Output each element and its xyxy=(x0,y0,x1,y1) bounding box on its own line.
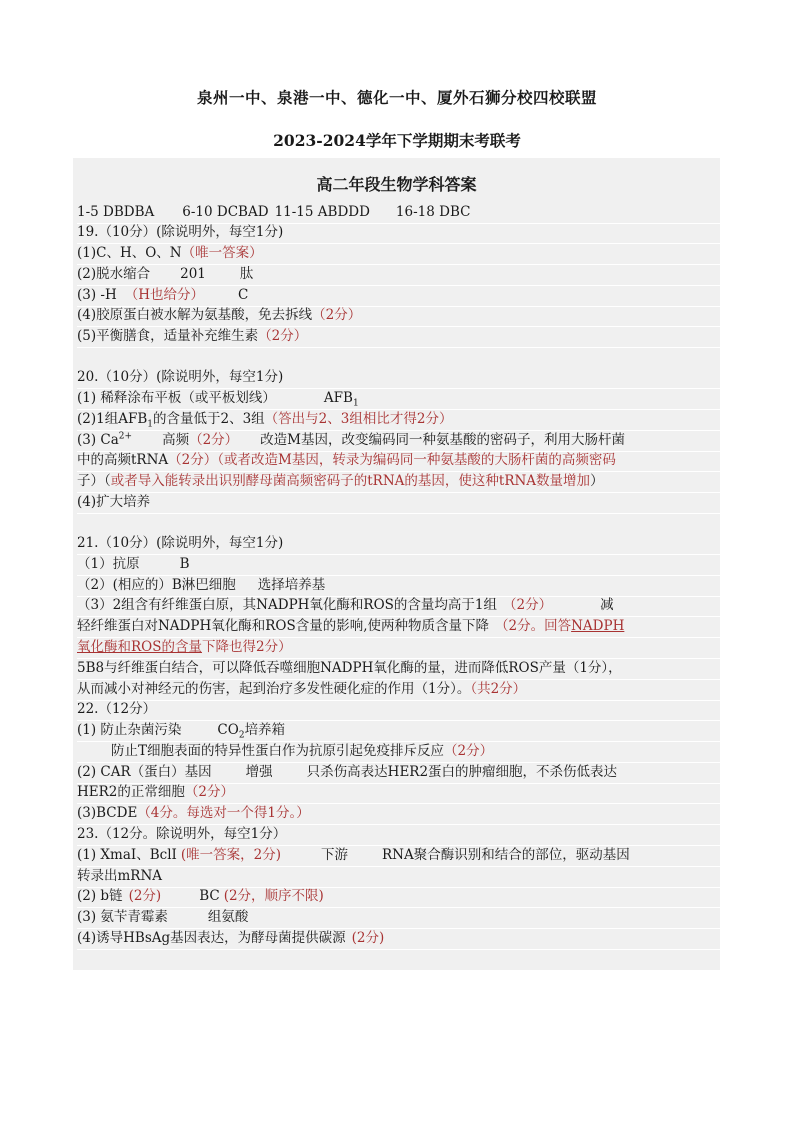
q23-1-enzymes: (1) XmaI、BclI xyxy=(77,847,177,863)
q23-3-note: (2分，顺序不限) xyxy=(223,888,324,904)
q21-1-b: B xyxy=(179,556,190,572)
q21-answer-2 xyxy=(77,575,720,597)
q21-4-score: （2分。回答 xyxy=(495,618,572,634)
q22-1-co2-sub: 2 xyxy=(238,730,245,741)
q21-answer-4-cont xyxy=(77,679,720,701)
q21-1-text: （1）抗原 xyxy=(77,556,140,572)
q20-answer-3-cont xyxy=(77,450,720,472)
q23-4-antibiotic: (3) 氨苄青霉素 xyxy=(77,909,168,925)
q22-answer-3 xyxy=(77,803,720,825)
q20-1-afb-sub: 1 xyxy=(352,398,359,409)
q21-answer-3-cont xyxy=(77,616,720,638)
q23-1-downstream: 下游 xyxy=(320,847,348,863)
q20-3-ca: (3) Ca xyxy=(77,432,119,448)
q20-answer-2 xyxy=(77,409,720,431)
q22-4-text: HER2的正常细胞 xyxy=(77,784,185,800)
mc-6-10: 6-10 DCBAD xyxy=(182,204,269,220)
q19-3-text: (3) -H xyxy=(77,287,117,303)
q19-5-score: （2分） xyxy=(258,328,308,344)
q23-3-chain: (2) b链 xyxy=(77,888,123,904)
q20-3-text: 改造M基因，改变编码同一种氨基酸的密码子，利用大肠杆菌 xyxy=(260,432,625,448)
q23-answer-3 xyxy=(77,907,720,929)
q22-2-text: 防止T细胞表面的特异性蛋白作为抗原引起免疫排斥反应 xyxy=(111,743,445,759)
q23-4-histidine: 组氨酸 xyxy=(207,909,249,925)
answer-key-title: 高二年段生物学科答案 xyxy=(316,175,477,194)
q19-answer-2 xyxy=(77,264,720,286)
q21-5-score: 下降也得2分） xyxy=(201,639,292,655)
q22-answer-2-cont xyxy=(77,782,720,804)
q19-2-text: (2)脱水缩合 xyxy=(77,266,151,282)
q23-3-bc: BC xyxy=(199,888,220,904)
q21-answer-3-cont2 xyxy=(77,637,720,659)
q21-4-alt: NADPH xyxy=(571,618,625,634)
q20-2-note: （答出与2、3组相比才得2分） xyxy=(264,411,453,427)
q20-answer-1 xyxy=(77,388,720,410)
q20-3-ca-sup: 2+ xyxy=(118,431,133,442)
q19-answer-1 xyxy=(77,243,720,265)
school-alliance-title: 泉州一中、泉港一中、德化一中、厦外石狮分校四校联盟 xyxy=(196,88,597,107)
q21-answer-4: 5B8与纤维蛋白结合，可以降低吞噬细胞NADPH氧化酶的量，进而降低ROS产量（1分）， xyxy=(77,658,720,680)
q19-answer-5 xyxy=(77,326,720,348)
q23-5-text: (4)诱导HBsAg基因表达，为酵母菌提供碳源 xyxy=(77,930,346,946)
q22-5-text: (3)BCDE xyxy=(77,805,138,821)
q21-3-text: （3）2组含有纤维蛋白原，其NADPH氧化酶和ROS的含量均高于1组 xyxy=(77,597,497,613)
q21-answer-1 xyxy=(77,554,720,576)
q23-5-score: (2分) xyxy=(351,930,385,946)
q22-answer-2 xyxy=(77,762,720,784)
q21-header: 21.（10分）(除说明外，每空1分) xyxy=(77,533,720,555)
q23-1-note: (唯一答案，2分) xyxy=(180,847,281,863)
q22-3-enhance: 增强 xyxy=(245,764,273,780)
mc-11-15: 11-15 ABDDD xyxy=(274,204,370,220)
q21-2-medium: 选择培养基 xyxy=(257,577,326,593)
q22-2-score: （2分） xyxy=(444,743,494,759)
q20-5-close: ） xyxy=(590,473,604,489)
q23-answer-2 xyxy=(77,886,720,908)
mc-answers xyxy=(77,202,720,224)
q19-3-note: （H也给分） xyxy=(124,287,205,303)
q19-answer-4 xyxy=(77,305,720,327)
q22-3-kill: 只杀伤高表达HER2蛋白的肿瘤细胞，不杀伤低表达 xyxy=(306,764,618,780)
q22-4-score: （2分） xyxy=(184,784,234,800)
q23-3-score: (2分) xyxy=(128,888,162,904)
q23-answer-1-cont: 转录出mRNA xyxy=(77,866,720,888)
empty-row xyxy=(77,949,720,971)
q20-header: 20.（10分）(除说明外，每空1分) xyxy=(77,367,720,389)
q20-answer-3-cont2 xyxy=(77,471,720,493)
q19-answer-3 xyxy=(77,285,720,307)
q21-7-score: （共2分） xyxy=(470,681,527,697)
q21-5-alt: 氧化酶和ROS的含量 xyxy=(77,639,202,655)
q19-4-text: (4)胶原蛋白被水解为氨基酸，免去拆线 xyxy=(77,307,313,323)
q23-1-text: RNA聚合酶识别和结合的部位，驱动基因 xyxy=(381,847,630,863)
q23-answer-4 xyxy=(77,928,720,950)
q23-header: 23.（12分。除说明外，每空1分） xyxy=(77,824,720,846)
mc-1-5: 1-5 DBDBA xyxy=(77,204,155,220)
q22-1-text: (1) 防止杂菌污染 xyxy=(77,722,182,738)
q19-1-note: （唯一答案） xyxy=(181,245,263,261)
q19-1-text: (1)C、H、O、N xyxy=(77,245,182,261)
q20-2-text-b: 的含量低于2、3组 xyxy=(152,411,265,427)
q21-7-text: 从而减小对神经元的伤害，起到治疗多发性硬化症的作用（1分）。 xyxy=(77,681,471,697)
q20-2-text: (2)1组AFB xyxy=(77,411,148,427)
q20-5-open: 子）（ xyxy=(77,473,111,489)
q22-1-co2: CO xyxy=(217,722,239,738)
q19-2-word: 肽 xyxy=(239,266,254,282)
q20-3-score: （2分） xyxy=(189,432,239,448)
answer-panel xyxy=(73,158,720,970)
q21-3-score: （2分） xyxy=(503,597,553,613)
q20-2-sub: 1 xyxy=(147,419,153,430)
q19-4-score: （2分） xyxy=(312,307,362,323)
q19-2-count: 201 xyxy=(180,266,206,282)
q21-3-reduce: 减 xyxy=(600,597,614,613)
q22-answer-1-cont xyxy=(77,741,720,763)
q22-1-incubator: 培养箱 xyxy=(244,722,286,738)
q20-4-text: 中的高频tRNA xyxy=(77,452,169,468)
exam-title: 2023-2024学年下学期期末考联考 xyxy=(273,131,521,150)
q22-5-score: （4分。每选对一个得1分。） xyxy=(137,805,310,821)
q20-1-text: (1) 稀释涂布平板（或平板划线） xyxy=(77,390,276,406)
q20-3-high: 高频 xyxy=(162,432,190,448)
q21-4-text: 轻纤维蛋白对NADPH氧化酶和ROS含量的影响,使两种物质含量下降 xyxy=(77,618,490,634)
q20-1-afb: AFB xyxy=(323,390,353,406)
q20-4-score: （2分）（或者 xyxy=(168,452,251,468)
q19-5-text: (5)平衡膳食，适量补充维生素 xyxy=(77,328,259,344)
q22-answer-1 xyxy=(77,720,720,742)
q22-3-text: (2) CAR（蛋白）基因 xyxy=(77,764,212,780)
q19-3-carbon: C xyxy=(238,287,249,303)
q21-answer-3 xyxy=(77,595,720,617)
q23-answer-1 xyxy=(77,845,720,867)
q20-answer-3 xyxy=(77,430,720,452)
q20-4-alt: 改造M基因，转录为编码同一种氨基酸的大肠杆菌的高频密码 xyxy=(251,452,616,468)
q20-5-alt: 或者导入能转录出识别酵母菌高频密码子的tRNA的基因，使这种tRNA数量增加 xyxy=(110,473,591,489)
q21-2-text: （2）(相应的）B淋巴细胞 xyxy=(77,577,236,593)
mc-16-18: 16-18 DBC xyxy=(395,204,471,220)
q22-header: 22.（12分） xyxy=(77,699,720,721)
q19-header: 19.（10分）(除说明外，每空1分) xyxy=(77,222,720,244)
q20-answer-4: (4)扩大培养 xyxy=(77,492,720,514)
